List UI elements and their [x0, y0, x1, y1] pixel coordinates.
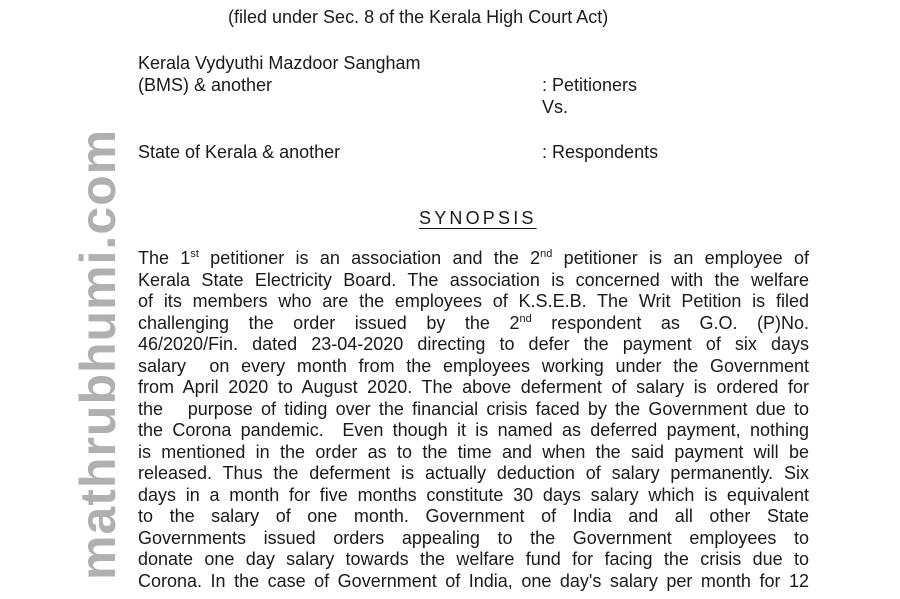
watermark-logo: mathrubhumi.com [70, 128, 126, 580]
petitioner-name-line1: Kerala Vydyuthi Mazdoor Sangham [138, 53, 421, 73]
text-run: is mentioned in the order as to the time and when the said payment will be [138, 441, 809, 462]
versus-label: Vs. [542, 97, 569, 117]
text-run: challenging the order issued by the 2 [138, 312, 520, 333]
text-run: Corona. In the case of Government of India, one day's salary per month for 12 [138, 570, 809, 591]
synopsis-body [138, 248, 809, 592]
synopsis-line [138, 399, 809, 421]
synopsis-line [138, 248, 809, 270]
text-run: The 1 [138, 248, 191, 268]
respondents-label: : Respondents [542, 142, 659, 162]
synopsis-line [138, 442, 809, 464]
synopsis-line [138, 313, 809, 335]
synopsis-line [138, 506, 809, 528]
synopsis-heading: SYNOPSIS [419, 208, 537, 228]
petitioner-name-line2: (BMS) & another [138, 75, 273, 95]
text-run: days in a month for five months constitute 30 days salary which is equivalent [138, 484, 809, 505]
text-run: of its members who are the employees of K.S.E.B. The Writ Petition is filed [138, 291, 809, 311]
synopsis-line [138, 571, 809, 593]
synopsis-line [138, 334, 809, 356]
text-run: respondent as G.O. (P)No. [531, 312, 809, 333]
synopsis-line [138, 549, 809, 571]
synopsis-line [138, 485, 809, 507]
synopsis-line [138, 420, 809, 442]
text-run: Kerala State Electricity Board. The association is concerned with the welfare [138, 269, 809, 290]
synopsis-line [138, 528, 809, 550]
text-run: salary on every month from the employees working under the Government [138, 355, 809, 376]
ordinal-suffix: st [190, 248, 199, 260]
petitioners-label: : Petitioners [542, 75, 638, 95]
filing-note: (filed under Sec. 8 of the Kerala High Court Act) [228, 7, 609, 27]
respondent-name: State of Kerala & another [138, 142, 341, 162]
synopsis-line [138, 377, 809, 399]
text-run: petitioner is an employee of [552, 248, 809, 268]
text-run: the purpose of tiding over the financial crisis faced by the Government due to [138, 398, 809, 419]
ordinal-suffix: nd [540, 248, 553, 260]
text-run: the Corona pandemic. Even though it is named as deferred payment, nothing [138, 420, 809, 440]
synopsis-line [138, 270, 809, 292]
synopsis-line [138, 291, 809, 313]
text-run: from April 2020 to August 2020. The above deferment of salary is ordered for [138, 377, 809, 397]
text-run: 46/2020/Fin. dated 23-04-2020 directing to defer the payment of six days [138, 334, 809, 354]
synopsis-line [138, 356, 809, 378]
text-run: to the salary of one month. Government of India and all other State [138, 506, 809, 526]
text-run: petitioner is an association and the 2 [198, 248, 541, 268]
text-run: donate one day salary towards the welfare fund for facing the crisis due to [138, 549, 809, 569]
text-run: released. Thus the deferment is actually deduction of salary permanently. Six [138, 463, 809, 483]
ordinal-suffix: nd [519, 312, 532, 325]
synopsis-line [138, 463, 809, 485]
text-run: Governments issued orders appealing to the Government employees to [138, 527, 809, 548]
